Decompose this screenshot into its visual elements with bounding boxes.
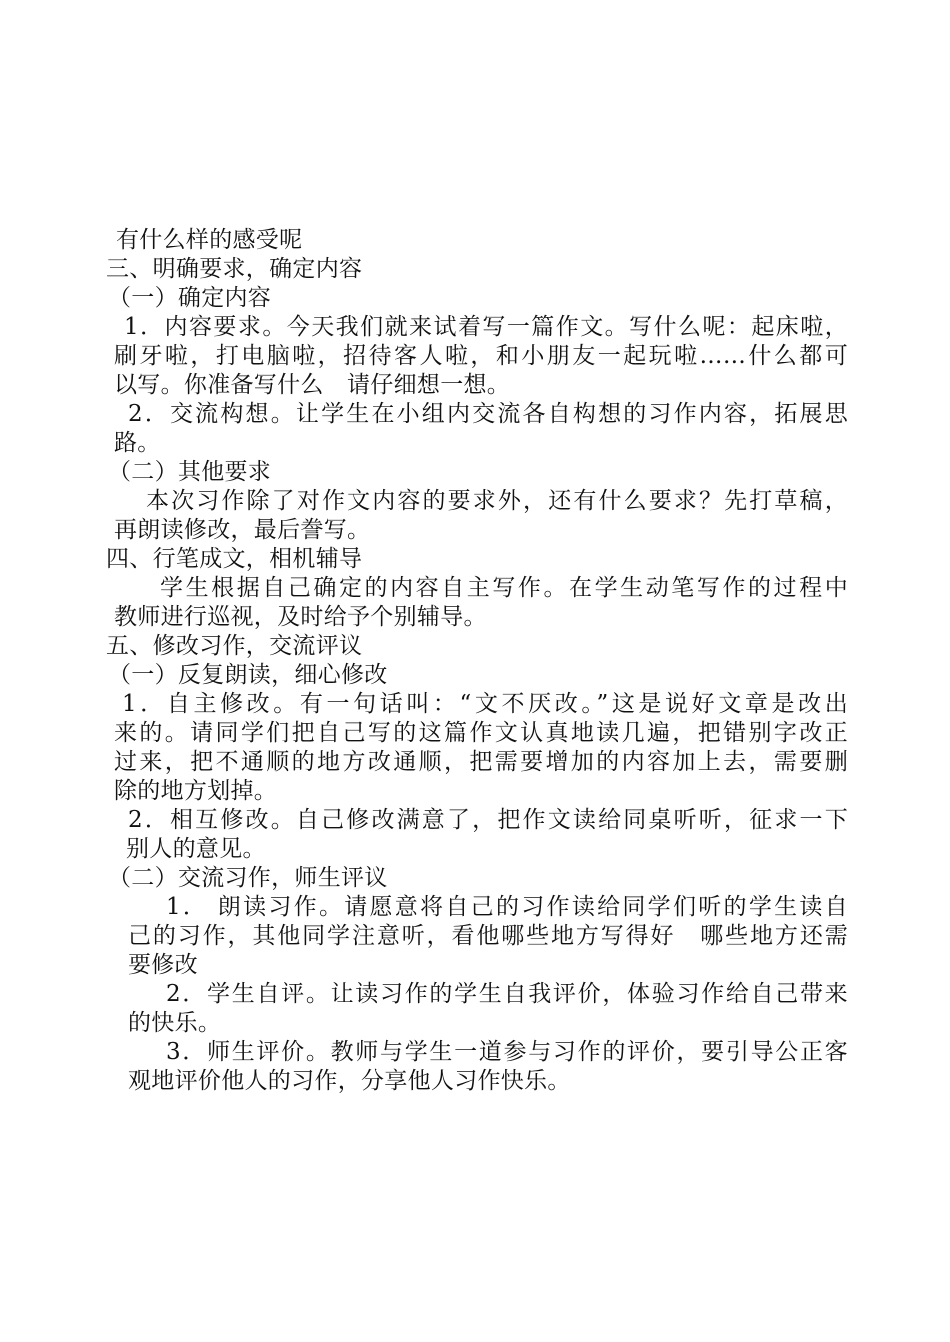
paragraph-line: 有什么样的感受呢 — [116, 227, 303, 253]
subsection-heading: （二）其他要求 — [108, 459, 272, 485]
paragraph-line: 别人的意见。 — [126, 836, 266, 862]
paragraph-line: 路。 — [114, 430, 161, 456]
paragraph-line: 观地评价他人的习作，分享他人习作快乐。 — [128, 1068, 571, 1094]
paragraph-line: 2．交流构想。让学生在小组内交流各自构想的习作内容，拓展思 — [128, 401, 848, 427]
paragraph-line: 2．相互修改。自己修改满意了，把作文读给同桌听听，征求一下 — [128, 807, 848, 833]
section-heading: 五、修改习作，交流评议 — [106, 633, 363, 659]
subsection-heading: （一）确定内容 — [108, 285, 272, 311]
paragraph-line: 学生根据自己确定的内容自主写作。在学生动笔写作的过程中 — [160, 575, 848, 601]
paragraph-line: 再朗读修改，最后誊写。 — [114, 517, 371, 543]
document-body — [0, 226, 950, 1096]
paragraph-line: 本次习作除了对作文内容的要求外，还有什么要求？先打草稿， — [146, 488, 848, 514]
paragraph-line: 要修改 — [128, 952, 198, 978]
paragraph-line: 1． 朗读习作。请愿意将自己的习作读给同学们听的学生读自 — [166, 894, 848, 920]
section-heading: 三、明确要求，确定内容 — [106, 256, 363, 282]
paragraph-line: 1．自主修改。有一句话叫：“文不厌改。”这是说好文章是改出 — [122, 691, 848, 717]
paragraph-line: 的快乐。 — [128, 1010, 222, 1036]
paragraph-line: 来的。请同学们把自己写的这篇作文认真地读几遍，把错别字改正 — [114, 720, 848, 746]
paragraph-line: 3．师生评价。教师与学生一道参与习作的评价，要引导公正客 — [166, 1039, 848, 1065]
section-heading: 四、行笔成文，相机辅导 — [106, 546, 363, 572]
paragraph-line: 除的地方划掉。 — [114, 778, 278, 804]
paragraph-line: 2．学生自评。让读习作的学生自我评价，体验习作给自己带来 — [166, 981, 848, 1007]
paragraph-line: 1．内容要求。今天我们就来试着写一篇作文。写什么呢：起床啦， — [124, 314, 848, 340]
paragraph-line: 刷牙啦，打电脑啦，招待客人啦，和小朋友一起玩啦……什么都可 — [114, 343, 848, 369]
paragraph-line: 教师进行巡视，及时给予个别辅导。 — [114, 604, 487, 630]
subsection-heading: （二）交流习作，师生评议 — [108, 865, 388, 891]
subsection-heading: （一）反复朗读，细心修改 — [108, 662, 388, 688]
paragraph-line: 过来，把不通顺的地方改通顺，把需要增加的内容加上去，需要删 — [114, 749, 848, 775]
paragraph-line: 以写。你准备写什么 请仔细想一想。 — [114, 372, 511, 398]
paragraph-line: 己的习作，其他同学注意听，看他哪些地方写得好 哪些地方还需 — [128, 923, 848, 949]
